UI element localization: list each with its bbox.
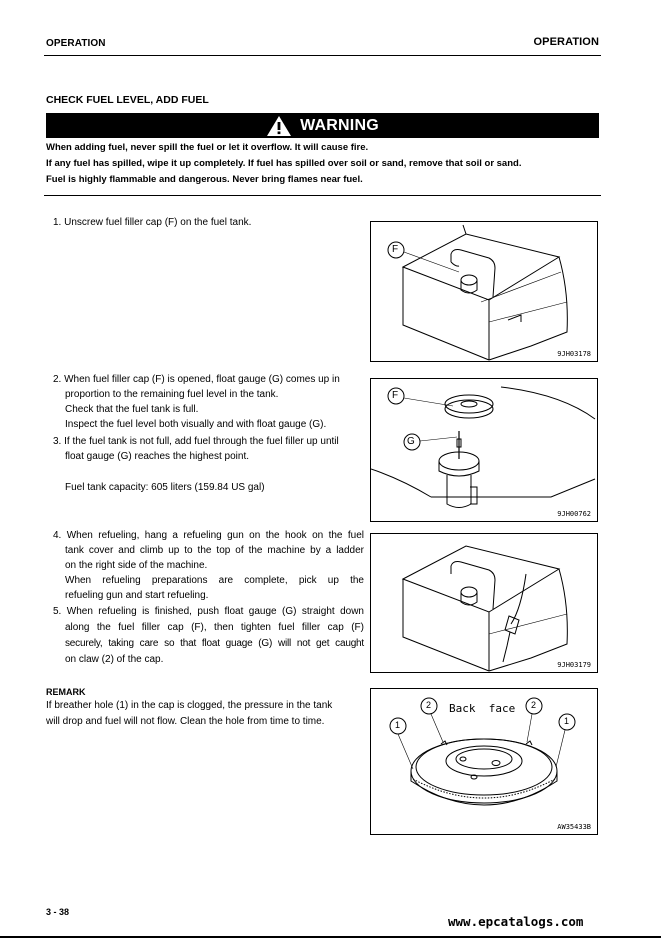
fuel-tank-illustration bbox=[371, 222, 597, 361]
step-5-line: securely, taking care so that float guage (G) will not get caught bbox=[65, 638, 364, 649]
step-4-line: on the right side of the machine. bbox=[65, 560, 208, 571]
remark-line: If breather hole (1) in the cap is clogged, the pressure in the tank bbox=[46, 700, 333, 711]
figure-code: 9JH00762 bbox=[557, 510, 591, 518]
float-gauge-illustration bbox=[371, 379, 597, 521]
warning-line: When adding fuel, never spill the fuel or let it overflow. It will cause fire. bbox=[46, 142, 369, 153]
step-5-line: on claw (2) of the cap. bbox=[65, 654, 164, 665]
callout-label: 2 bbox=[531, 700, 537, 710]
warning-triangle-icon bbox=[266, 115, 292, 137]
step-5-line: along the fuel filler cap (F), then tighten fuel filler cap (F) bbox=[65, 622, 364, 633]
callout-label: 1 bbox=[395, 720, 401, 730]
warning-label: WARNING bbox=[300, 116, 379, 134]
warning-banner bbox=[46, 113, 599, 138]
step-4-line: refueling gun and start refueling. bbox=[65, 590, 209, 601]
step-2-line: 2. When fuel filler cap (F) is opened, float gauge (G) comes up in bbox=[53, 374, 340, 385]
step-1-text: 1. Unscrew fuel filler cap (F) on the fuel tank. bbox=[53, 217, 252, 228]
remark-line: will drop and fuel will not flow. Clean the hole from time to time. bbox=[46, 716, 325, 727]
warning-bottom-rule bbox=[44, 195, 601, 196]
header-rule bbox=[44, 55, 601, 56]
running-header-left: OPERATION bbox=[46, 38, 106, 49]
step-5-line: 5. When refueling is finished, push float gauge (G) straight down bbox=[53, 606, 364, 617]
figure-cap-back-face bbox=[370, 688, 598, 835]
step-3-line: 3. If the fuel tank is not full, add fuel through the fuel filler up until bbox=[53, 436, 339, 447]
figure-float-gauge bbox=[370, 378, 598, 522]
figure-fuel-tank-cap bbox=[370, 221, 598, 362]
figure-code: 9JH03178 bbox=[557, 350, 591, 358]
warning-line: Fuel is highly flammable and dangerous. Never bring flames near fuel. bbox=[46, 174, 363, 185]
section-title: CHECK FUEL LEVEL, ADD FUEL bbox=[46, 94, 209, 106]
figure-code: 9JH03179 bbox=[557, 661, 591, 669]
step-2-line: Inspect the fuel level both visually and with float gauge (G). bbox=[65, 419, 327, 430]
step-2-line: proportion to the remaining fuel level in the tank. bbox=[65, 389, 279, 400]
running-header-right: OPERATION bbox=[533, 36, 599, 48]
step-2-line: Check that the fuel tank is full. bbox=[65, 404, 199, 415]
step-3-line: float gauge (G) reaches the highest point. bbox=[65, 451, 250, 462]
page-number: 3 - 38 bbox=[46, 907, 70, 917]
figure-caption: Back face bbox=[449, 702, 516, 715]
callout-label: 1 bbox=[564, 716, 570, 726]
callout-label: F bbox=[392, 390, 399, 401]
callout-label: 2 bbox=[426, 700, 432, 710]
step-4-line: 4. When refueling, hang a refueling gun on the hook on the fuel bbox=[53, 530, 364, 541]
callout-label: F bbox=[392, 244, 399, 255]
watermark: www.epcatalogs.com bbox=[448, 914, 584, 929]
step-4-line: tank cover and climb up to the top of the machine by a ladder bbox=[65, 545, 364, 556]
remark-title: REMARK bbox=[46, 687, 86, 697]
figure-code: AW35433B bbox=[557, 823, 591, 831]
fuel-tank-capacity: Fuel tank capacity: 605 liters (159.84 US gal) bbox=[65, 482, 265, 493]
step-4-line: When refueling preparations are complete, pick up the bbox=[65, 575, 364, 586]
figure-refueling-gun bbox=[370, 533, 598, 673]
warning-line: If any fuel has spilled, wipe it up completely. If fuel has spilled over soil or sand, remove that soil or sand. bbox=[46, 158, 522, 169]
refueling-gun-illustration bbox=[371, 534, 597, 672]
callout-label: G bbox=[407, 436, 415, 447]
